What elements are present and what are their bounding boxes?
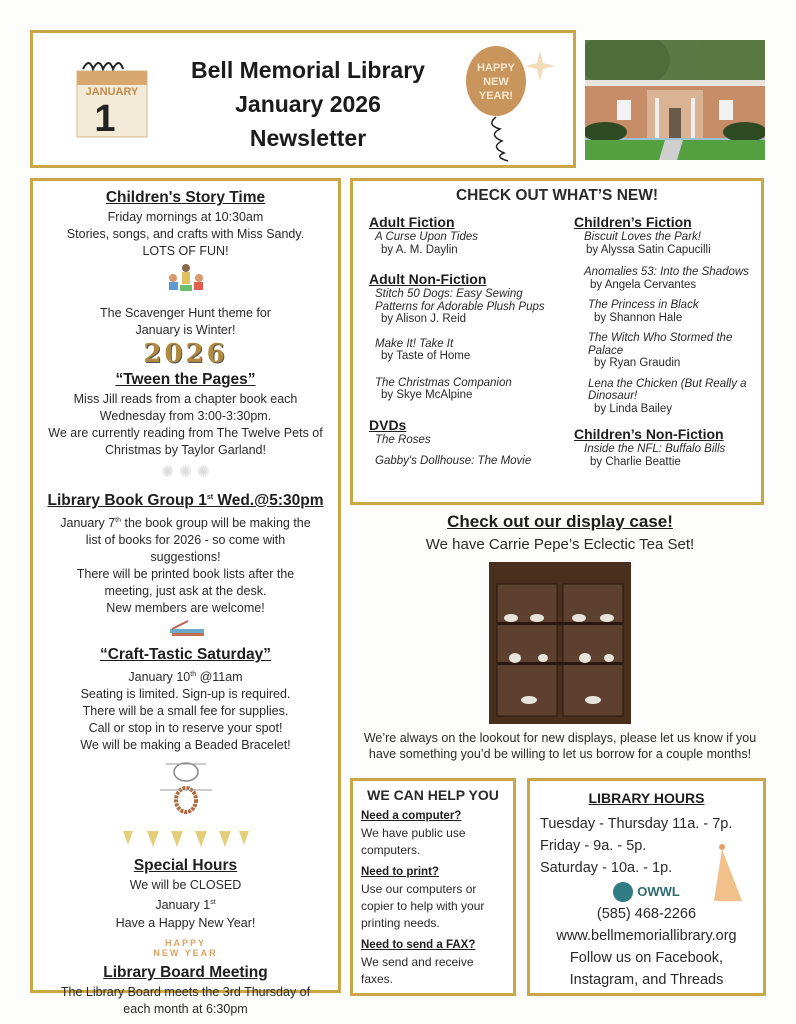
superscript: st bbox=[210, 899, 216, 907]
book-author: by Ryan Graudin bbox=[594, 357, 681, 369]
text-line: There will be a small fee for supplies. bbox=[82, 704, 289, 719]
bracelet-icon bbox=[156, 758, 216, 818]
book-title: The Witch Who Stormed the Palace bbox=[588, 332, 733, 357]
text: the book group will be making the bbox=[121, 516, 311, 531]
library-hours-box bbox=[527, 778, 766, 996]
title-line: Bell Memorial Library bbox=[191, 57, 425, 83]
text-line: Call or stop in to reserve your spot! bbox=[88, 721, 283, 736]
help-answer: We send and receive faxes. bbox=[361, 955, 474, 986]
category-heading: Adult Non-Fiction bbox=[369, 271, 487, 287]
text-line: We will be CLOSED bbox=[129, 878, 242, 893]
heading-text: Library Book Group 1 bbox=[47, 492, 207, 510]
happy-new-year-banner bbox=[33, 938, 338, 958]
book-author: by Shannon Hale bbox=[594, 311, 683, 324]
calendar-day: 1 bbox=[94, 98, 116, 140]
book-author: by Charlie Beattie bbox=[590, 455, 681, 468]
bunting-icon bbox=[121, 829, 251, 851]
tea-set-display-photo bbox=[489, 562, 631, 724]
category-heading: DVDs bbox=[369, 416, 407, 433]
text-line: There will be printed book lists after the bbox=[76, 567, 295, 582]
hours-line: Friday - 9a. - 5p. bbox=[540, 838, 647, 854]
text-line: list of books for 2026 - so come with bbox=[85, 533, 286, 548]
whats-new-box bbox=[350, 178, 764, 505]
tween-section bbox=[33, 369, 338, 487]
library-building-photo bbox=[585, 40, 765, 160]
books-icon bbox=[166, 619, 206, 639]
text: January 1 bbox=[155, 898, 211, 913]
section-heading: Children's Story Time bbox=[105, 189, 266, 206]
calendar-icon bbox=[69, 57, 155, 141]
book-author: by Alyssa Satin Capucilli bbox=[586, 243, 711, 256]
text-line: New members are welcome! bbox=[106, 601, 265, 616]
display-subheading: We have Carrie Pepe’s Eclectic Tea Set! bbox=[425, 536, 695, 553]
text-line: Stories, songs, and crafts with Miss Sandy. bbox=[66, 227, 305, 241]
social-line: Instagram, and Threads bbox=[569, 972, 724, 989]
we-can-help-box bbox=[350, 778, 516, 996]
superscript: st bbox=[206, 494, 214, 501]
book-title: Biscuit Loves the Park! bbox=[584, 231, 701, 243]
text-line: We are currently reading from The Twelve Pets of bbox=[48, 426, 323, 440]
help-question: Need to print? bbox=[361, 866, 439, 878]
book-author: by Linda Bailey bbox=[594, 402, 672, 415]
help-question: Need to send a FAX? bbox=[361, 939, 476, 951]
text-line: LOTS OF FUN! bbox=[142, 244, 229, 258]
board-meeting-section bbox=[33, 962, 338, 1018]
text-line: January is Winter! bbox=[135, 323, 236, 337]
book-title: Make It! Take It bbox=[375, 337, 454, 350]
text-line: suggestions! bbox=[150, 550, 221, 565]
superscript: th bbox=[115, 517, 122, 525]
social-line: Follow us on Facebook, bbox=[569, 950, 724, 967]
text-line bbox=[33, 894, 338, 914]
help-question: Need a computer? bbox=[361, 810, 462, 822]
category-heading: Children’s Non-Fiction bbox=[574, 426, 724, 442]
adult-column bbox=[369, 213, 559, 468]
page-title bbox=[163, 53, 453, 155]
book-author: by Skye McAlpine bbox=[381, 389, 473, 401]
childrens-column bbox=[574, 213, 759, 468]
text-line: Miss Jill reads from a chapter book each bbox=[73, 392, 298, 406]
text-line: We will be making a Beaded Bracelet! bbox=[80, 738, 291, 753]
events-column bbox=[30, 178, 341, 1016]
superscript: th bbox=[190, 671, 197, 679]
book-title: Lena the Chicken (But Really a Dinosaur! bbox=[588, 377, 747, 402]
title-line: Newsletter bbox=[249, 125, 367, 151]
owl-icon bbox=[613, 882, 633, 902]
book-title: The Christmas Companion bbox=[375, 376, 512, 389]
book-title: Inside the NFL: Buffalo Bills bbox=[584, 443, 726, 455]
fireworks-icon: ✺ ✺ ✺ bbox=[160, 464, 211, 481]
display-heading: Check out our display case! bbox=[447, 512, 673, 531]
text-line: The Library Board meets the 3rd Thursday of bbox=[60, 984, 311, 999]
text-line: The Scavenger Hunt theme for bbox=[100, 306, 271, 320]
banner-text: HAPPY bbox=[164, 937, 206, 948]
text-line: meeting, just ask at the desk. bbox=[104, 584, 267, 599]
book-title: Anomalies 53: Into the Shadows bbox=[584, 266, 749, 278]
hours-line: Saturday - 10a. - 1p. bbox=[540, 860, 673, 876]
book-group-section bbox=[33, 487, 338, 644]
craft-section bbox=[33, 644, 338, 851]
text-line bbox=[33, 512, 338, 532]
year-2026-graphic: 2026 bbox=[143, 339, 228, 369]
website-link[interactable]: www.bellmemoriallibrary.org bbox=[556, 928, 737, 945]
display-note: We’re always on the lookout for new displays, please let us know if you have something you’d be willing to let us borrow for a couple months! bbox=[363, 731, 757, 761]
calendar-month: JANUARY bbox=[85, 86, 139, 98]
section-heading: Special Hours bbox=[133, 857, 238, 875]
text-line: Seating is limited. Sign-up is required. bbox=[80, 687, 291, 702]
balloon-text: NEW bbox=[483, 76, 509, 88]
story-time-section bbox=[33, 187, 338, 369]
heading-text: Wed.@5:30pm bbox=[213, 492, 324, 510]
story-time-children-icon bbox=[166, 262, 206, 292]
book-author: by A. M. Daylin bbox=[381, 243, 458, 256]
balloon-text: YEAR! bbox=[478, 90, 514, 102]
whats-new-title: CHECK OUT WHAT’S NEW! bbox=[455, 187, 659, 204]
book-title: The Princess in Black bbox=[588, 299, 699, 311]
section-heading: “Tween the Pages” bbox=[115, 371, 256, 388]
help-answer: Use our computers or copier to help with your printing needs. bbox=[361, 882, 485, 930]
hours-line: Tuesday - Thursday 11a. - 7p. bbox=[540, 816, 733, 832]
category-heading: Adult Fiction bbox=[369, 214, 455, 230]
category-heading: Children’s Fiction bbox=[574, 214, 692, 230]
text-line bbox=[33, 666, 338, 686]
text-line: Christmas by Taylor Garland! bbox=[105, 443, 266, 457]
special-hours-section bbox=[33, 855, 338, 957]
section-heading: “Craft-Tastic Saturday” bbox=[99, 646, 272, 664]
text-line: Friday mornings at 10:30am bbox=[107, 210, 264, 224]
balloon-text: HAPPY bbox=[477, 62, 515, 74]
book-author: by Angela Cervantes bbox=[590, 278, 697, 291]
text-line: Have a Happy New Year! bbox=[115, 915, 256, 930]
help-answer: We have public use computers. bbox=[361, 826, 466, 857]
new-year-balloon-icon bbox=[458, 43, 558, 168]
phone-number: (585) 468-2266 bbox=[596, 906, 697, 923]
section-heading: Library Board Meeting bbox=[103, 963, 268, 981]
banner-text: NEW YEAR bbox=[153, 947, 218, 958]
title-line: January 2026 bbox=[235, 91, 381, 117]
section-heading bbox=[47, 487, 323, 512]
text: January 7 bbox=[60, 516, 116, 531]
text-line: each month at 6:30pm bbox=[123, 1001, 248, 1016]
book-title: Stitch 50 Dogs: Easy Sewing Patterns for Adorable Plush Pups bbox=[375, 288, 545, 313]
party-hat-icon bbox=[712, 843, 744, 905]
display-case-section bbox=[350, 510, 770, 762]
owwl-label: OWWL bbox=[637, 884, 680, 900]
book-title: A Curse Upon Tides bbox=[375, 231, 479, 243]
text: @11am bbox=[196, 670, 243, 685]
help-heading: WE CAN HELP YOU bbox=[367, 787, 499, 803]
newsletter-header bbox=[30, 30, 576, 168]
book-author: by Taste of Home bbox=[381, 350, 471, 362]
book-author: by Alison J. Reid bbox=[381, 313, 467, 325]
text: January 10 bbox=[128, 670, 191, 685]
dvd-title: The Roses bbox=[375, 433, 431, 446]
text-line: Wednesday from 3:00-3:30pm. bbox=[99, 409, 272, 423]
hours-heading: LIBRARY HOURS bbox=[588, 790, 705, 806]
dvd-title: Gabby's Dollhouse: The Movie bbox=[375, 455, 532, 467]
